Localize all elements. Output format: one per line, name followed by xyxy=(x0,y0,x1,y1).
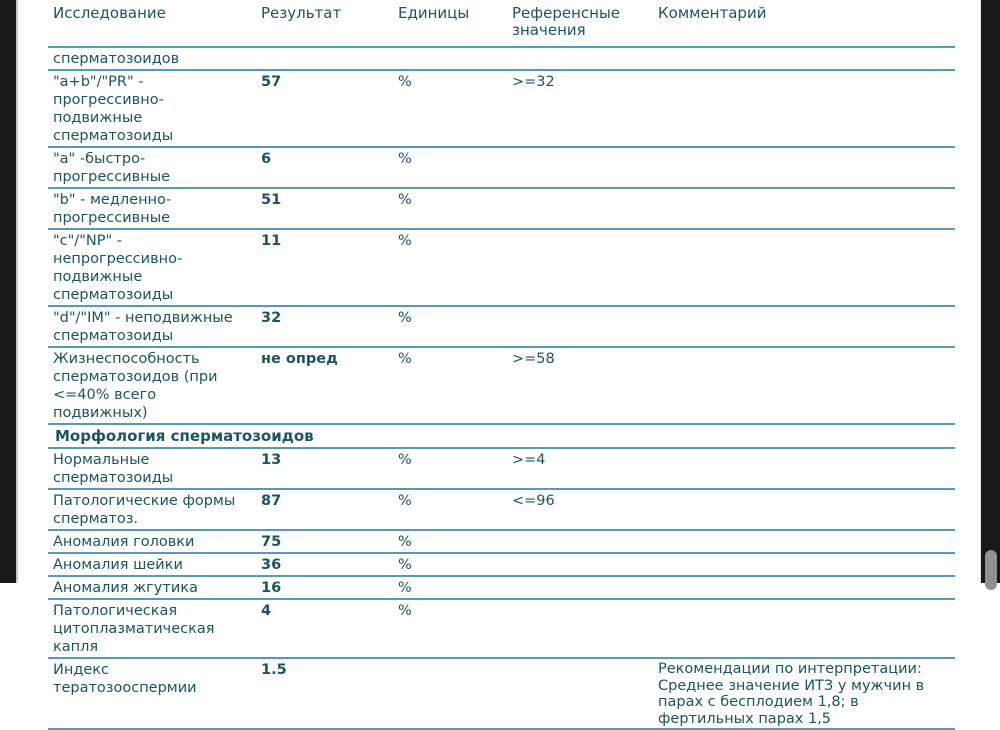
cell-test: Аномалия головки xyxy=(53,534,195,550)
table-row xyxy=(48,307,955,348)
cell-comment xyxy=(654,490,955,529)
cell-units: % xyxy=(398,534,412,550)
cell-comment xyxy=(654,71,955,146)
cell-test: Патологическая цитоплазматическая капля xyxy=(53,603,215,655)
section-title: Морфология сперматозоидов xyxy=(55,427,314,445)
cell-reference xyxy=(508,531,654,552)
cell-reference xyxy=(508,307,654,346)
section-row xyxy=(48,425,955,449)
cell-reference: <=96 xyxy=(512,493,555,509)
table-header-row xyxy=(48,0,955,48)
cell-reference xyxy=(508,48,654,69)
lab-results-table xyxy=(48,0,955,730)
cell-comment: Рекомендации по интерпретации: Среднее значение ИТЗ у мужчин в парах с бесплодием 1,8; в фертильных парах 1,5 xyxy=(658,661,925,727)
cell-units: % xyxy=(398,74,412,90)
cell-units: % xyxy=(398,452,412,468)
table-row xyxy=(48,148,955,189)
cell-units: % xyxy=(398,580,412,596)
cell-result: не опред xyxy=(261,351,338,367)
cell-reference xyxy=(508,189,654,228)
cell-comment xyxy=(654,230,955,305)
cell-test: сперматозоидов xyxy=(53,51,180,67)
cell-test: "b" - медленно-прогрессивные xyxy=(53,192,172,226)
cell-test: Индекс тератозооспермии xyxy=(53,662,197,696)
cell-units: % xyxy=(398,310,412,326)
cell-result: 6 xyxy=(261,151,272,167)
column-header-test: Исследование xyxy=(53,4,166,22)
cell-comment xyxy=(654,577,955,598)
cell-result: 32 xyxy=(261,310,282,326)
cell-test: Аномалия жгутика xyxy=(53,580,198,596)
cell-test: Аномалия шейки xyxy=(53,557,183,573)
column-header-reference: Референсные значения xyxy=(512,4,621,39)
cell-units: % xyxy=(398,603,412,619)
scrollbar-thumb[interactable] xyxy=(985,550,997,590)
cell-result: 57 xyxy=(261,74,282,90)
cell-comment xyxy=(654,48,955,69)
cell-reference xyxy=(508,577,654,598)
column-header-result: Результат xyxy=(261,4,342,22)
cell-result: 87 xyxy=(261,493,282,509)
cell-result: 1.5 xyxy=(261,662,287,678)
cell-comment xyxy=(654,348,955,423)
cell-result: 11 xyxy=(261,233,282,249)
cell-result: 16 xyxy=(261,580,282,596)
cell-units: % xyxy=(398,351,412,367)
cell-units: % xyxy=(398,557,412,573)
cell-test: "a+b"/"PR" - прогрессивно-подвижные сперматозоиды xyxy=(53,74,174,144)
table-row xyxy=(48,230,955,307)
cell-result xyxy=(253,48,393,69)
table-row xyxy=(48,600,955,659)
cell-reference: >=4 xyxy=(512,452,546,468)
cell-test: "c"/"NP" - непрогрессивно-подвижные сперматозоиды xyxy=(53,233,183,303)
cell-units: % xyxy=(398,192,412,208)
table-row xyxy=(48,48,955,71)
cell-comment xyxy=(654,307,955,346)
cell-reference: >=32 xyxy=(512,74,555,90)
cell-test: "a" -быстро-прогрессивные xyxy=(53,151,171,185)
cell-result: 13 xyxy=(261,452,282,468)
cell-result: 75 xyxy=(261,534,282,550)
table-row xyxy=(48,577,955,600)
table-row xyxy=(48,531,955,554)
cell-test: "d"/"IM" - неподвижные сперматозоиды xyxy=(53,310,233,344)
cell-comment xyxy=(654,189,955,228)
cell-reference xyxy=(508,230,654,305)
cell-test: Жизнеспособность сперматозоидов (при <=40% всего подвижных) xyxy=(53,351,218,421)
cell-comment xyxy=(654,554,955,575)
table-row xyxy=(48,554,955,577)
cell-result: 36 xyxy=(261,557,282,573)
cell-comment xyxy=(654,148,955,187)
cell-result: 51 xyxy=(261,192,282,208)
column-header-units: Единицы xyxy=(398,4,470,22)
table-row xyxy=(48,348,955,425)
cell-comment xyxy=(654,600,955,657)
cell-test: Нормальные сперматозоиды xyxy=(53,452,174,486)
cell-units: % xyxy=(398,493,412,509)
left-bezel xyxy=(0,0,18,583)
cell-comment xyxy=(654,531,955,552)
table-body xyxy=(48,48,955,730)
table-row xyxy=(48,490,955,531)
cell-reference: >=58 xyxy=(512,351,555,367)
cell-reference xyxy=(508,554,654,575)
cell-reference xyxy=(508,148,654,187)
table-row xyxy=(48,449,955,490)
cell-units xyxy=(393,659,508,728)
table-row xyxy=(48,659,955,730)
cell-result: 4 xyxy=(261,603,272,619)
cell-test: Патологические формы сперматоз. xyxy=(53,493,236,527)
cell-units: % xyxy=(398,151,412,167)
table-row xyxy=(48,71,955,148)
cell-reference xyxy=(508,600,654,657)
right-bezel xyxy=(980,0,1000,583)
cell-units xyxy=(393,48,508,69)
column-header-comment: Комментарий xyxy=(658,4,767,22)
cell-comment xyxy=(654,449,955,488)
cell-reference xyxy=(508,659,654,728)
cell-units: % xyxy=(398,233,412,249)
table-row xyxy=(48,189,955,230)
